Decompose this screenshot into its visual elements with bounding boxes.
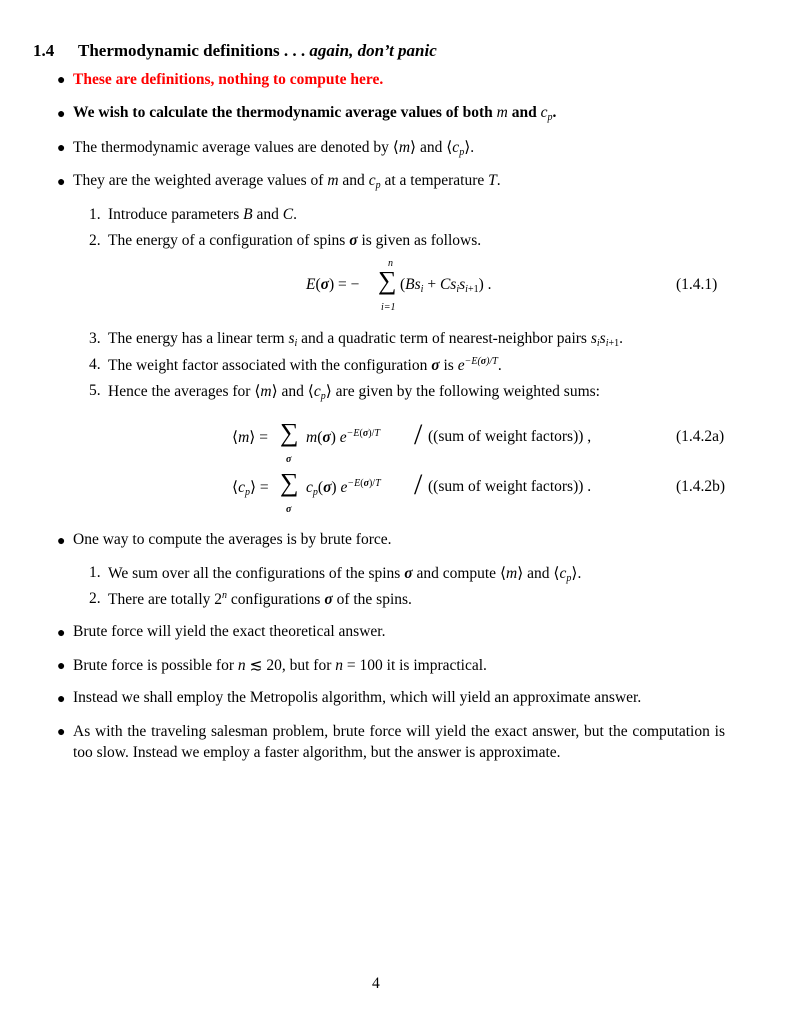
- sum-symbol: ∑: [280, 468, 299, 497]
- bullet-icon: ●: [57, 534, 66, 549]
- list-number: 4.: [89, 356, 101, 373]
- math-avg-m: ⟨m⟩: [254, 383, 278, 400]
- sum-lower-limit: i=1: [381, 302, 396, 313]
- bullet-text: The thermodynamic average values are denoted by: [73, 139, 393, 156]
- item-text: The weight factor associated with the configuration: [108, 357, 432, 374]
- bullet-text: .: [470, 139, 475, 156]
- item-text: Hence the averages for: [108, 383, 255, 400]
- item-text: .: [577, 565, 582, 582]
- bullet-icon: ●: [57, 626, 66, 641]
- list-number: 1.: [89, 564, 101, 581]
- item-text: configurations: [227, 591, 325, 608]
- item-text: of the spins.: [332, 591, 412, 608]
- item-text: is: [439, 357, 458, 374]
- section-title-dots: . . .: [279, 41, 306, 60]
- sum-lower-sigma: σ: [286, 504, 292, 515]
- bullet-icon: ●: [57, 73, 66, 88]
- equation-avg-cp-terms: $c_p(\sigma)$ $e^{-E(\sigma)/T}$: [306, 478, 381, 498]
- equation-label: (1.4.1): [676, 276, 718, 293]
- math-avg-cp: $⟨c_p⟩$: [446, 139, 471, 158]
- list-number: 3.: [89, 330, 101, 347]
- fraction-slash: /: [414, 468, 423, 501]
- item-text: and: [523, 565, 554, 582]
- math-m: m: [496, 104, 508, 121]
- bullet-text: and: [507, 104, 541, 121]
- list-number: 1.: [89, 206, 101, 223]
- bullet-weighted: [73, 172, 501, 191]
- bullet-brute-force: One way to compute the averages is by brute force.: [73, 531, 392, 548]
- bullet-icon: ●: [57, 659, 66, 674]
- page-number: 4: [372, 975, 380, 992]
- bullet-text: and: [416, 139, 447, 156]
- bullet-metropolis: Instead we shall employ the Metropolis algorithm, which will yield an approximate answer.: [73, 689, 642, 706]
- equation-energy: E(σ) = −: [306, 276, 360, 293]
- math-avg-cp: $⟨c_p⟩$: [553, 565, 578, 584]
- sum-lower-sigma: σ: [286, 454, 292, 465]
- bullet-text: .: [552, 104, 557, 121]
- bullet-calculate: [73, 104, 556, 123]
- item-text: is given as follows.: [357, 232, 482, 249]
- equation-avg-m-denominator: ((sum of weight factors)) ,: [428, 428, 592, 445]
- section-title: [78, 41, 437, 61]
- equation-avg-m-lhs: ⟨m⟩ =: [232, 429, 268, 446]
- list-item: [108, 206, 297, 224]
- item-text: There are totally: [108, 591, 215, 608]
- item-text: .: [497, 357, 502, 374]
- bullet-icon: ●: [57, 175, 66, 190]
- math-sigma: σ: [404, 565, 413, 582]
- bullet-text: .: [496, 172, 501, 189]
- bullet-text: 20, but for: [262, 657, 336, 674]
- math-2n: 2$^n$: [214, 590, 228, 608]
- bullet-text: = 100 it is impractical.: [343, 657, 487, 674]
- list-item: [108, 232, 481, 250]
- math-avg-cp: $⟨c_p⟩$: [307, 383, 332, 402]
- bullet-definitions: These are definitions, nothing to compute here.: [73, 71, 384, 88]
- sum-symbol: ∑: [378, 266, 397, 295]
- sum-symbol: ∑: [280, 418, 299, 447]
- item-text: and: [277, 383, 308, 400]
- list-number: 2.: [89, 232, 101, 249]
- bullet-text: at a temperature: [380, 172, 489, 189]
- equation-avg-cp-denominator: ((sum of weight factors)) .: [428, 478, 592, 495]
- list-number: 5.: [89, 382, 101, 399]
- math-cp: $c_p$: [368, 172, 381, 191]
- item-text: .: [293, 206, 297, 223]
- bullet-denoted: [73, 138, 474, 158]
- math-m: m: [327, 172, 339, 189]
- equation-label: (1.4.2a): [676, 428, 725, 445]
- math-weight: $e^{-E(\sigma)/T}$: [457, 356, 498, 374]
- math-B: B: [243, 206, 253, 223]
- math-cp: $c_p$: [540, 104, 553, 123]
- sum-text: (sum of weight factors): [433, 478, 579, 495]
- math-C: C: [282, 206, 294, 223]
- math-T: T: [488, 172, 497, 189]
- bullet-exact: Brute force will yield the exact theoretical answer.: [73, 623, 386, 640]
- math-avg-m: ⟨m⟩: [392, 139, 417, 156]
- bullet-icon: ●: [57, 141, 66, 156]
- equation-avg-cp-lhs: $⟨c_p⟩$ =: [232, 479, 269, 498]
- list-item: [108, 382, 600, 402]
- math-lesssim: ≲: [249, 657, 263, 674]
- sum-text: (sum of weight factors): [433, 428, 579, 445]
- item-text: are given by the following weighted sums:: [331, 383, 600, 400]
- math-si: $s_i$: [288, 330, 298, 349]
- item-text: and compute: [412, 565, 500, 582]
- section-title-italic: again, don’t panic: [305, 41, 437, 60]
- item-text: Introduce parameters: [108, 206, 244, 223]
- list-item: [108, 590, 412, 609]
- bullet-text: and: [338, 172, 369, 189]
- bullet-icon: ●: [57, 725, 66, 740]
- math-avg-m: ⟨m⟩: [499, 565, 524, 582]
- bullet-text: We wish to calculate the thermodynamic average values of both: [73, 104, 497, 121]
- list-item: [108, 564, 581, 584]
- sum-upper-limit: n: [388, 258, 393, 269]
- list-item: The energy has a linear term $s_i$ and a quadratic term of nearest-neighbor pairs $s_is_{i+1}$.: [108, 330, 623, 349]
- math-n: n: [237, 657, 246, 674]
- math-n: n: [335, 657, 344, 674]
- item-text: The energy of a configuration of spins: [108, 232, 350, 249]
- item-text: and a quadratic term of nearest-neighbor pairs: [297, 330, 591, 347]
- item-text: and: [252, 206, 283, 223]
- bullet-icon: ●: [57, 107, 66, 122]
- fraction-slash: /: [414, 418, 423, 451]
- item-text: We sum over all the configurations of the spins: [108, 565, 405, 582]
- math-sigma: σ: [431, 357, 440, 374]
- bullet-possible: [73, 656, 487, 675]
- bullet-text: They are the weighted average values of: [73, 172, 328, 189]
- equation-label: (1.4.2b): [676, 478, 726, 495]
- math-sigma: σ: [349, 232, 358, 249]
- bullet-icon: ●: [57, 692, 66, 707]
- section-number: 1.4: [33, 41, 55, 60]
- list-item: [108, 356, 502, 375]
- equation-energy-terms: $(Bs_i + Cs_is_{i+1})$ .: [400, 276, 492, 295]
- equation-avg-m-terms: m(σ) $e^{-E(\sigma)/T}$: [306, 428, 380, 446]
- item-text: .: [619, 330, 623, 347]
- math-sigma: σ: [324, 591, 333, 608]
- bullet-salesman: As with the traveling salesman problem, brute force will yield the exact answer, but the computation is too slow. Instead we employ a faster algorithm, but the answer is approximate.: [73, 723, 725, 761]
- bullet-text: Brute force is possible for: [73, 657, 238, 674]
- math-sisi1: $s_is_i$: [590, 330, 609, 349]
- item-text: The energy has a linear term: [108, 330, 289, 347]
- section-title-main: Thermodynamic definitions: [78, 41, 280, 60]
- list-number: 2.: [89, 590, 101, 607]
